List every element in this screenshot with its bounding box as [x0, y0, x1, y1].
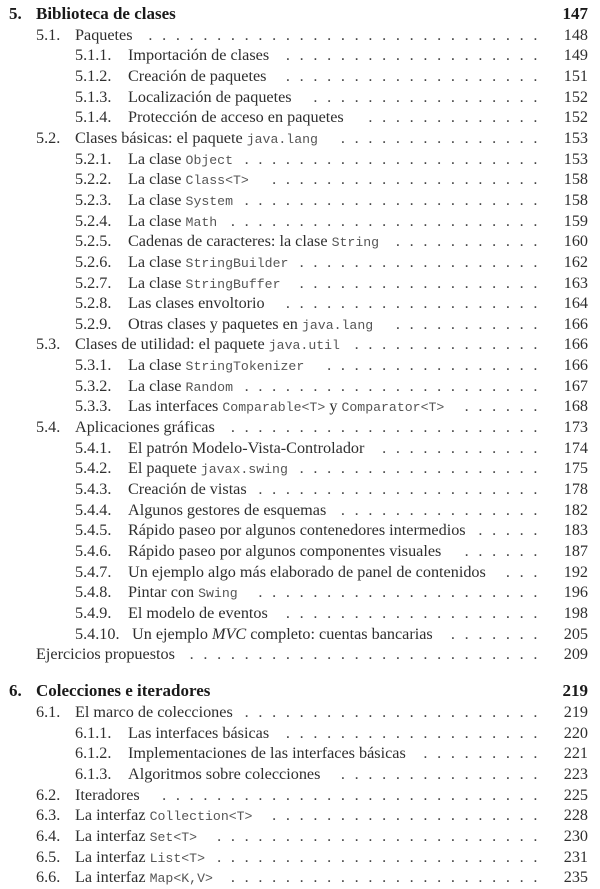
dot-leader: . . . . . . . . . . . . . . . . . . . . .	[258, 479, 538, 498]
toc-number: 5.3.3.	[75, 397, 112, 416]
toc-number: 5.1.	[36, 25, 61, 44]
toc-code-text: StringTokenizer	[185, 359, 305, 374]
toc-number: 5.4.	[36, 418, 61, 436]
toc-page-number: 151	[563, 66, 588, 85]
toc-code-text: StringBuilder	[185, 255, 289, 271]
toc-page-number: 225	[563, 785, 588, 804]
dot-leader: . . . . .	[478, 521, 538, 540]
toc-title	[128, 169, 249, 191]
dot-leader: . . . . . . . . . . . . . . . . . . .	[285, 46, 538, 65]
toc-subsection[interactable]	[0, 520, 600, 540]
toc-title	[128, 479, 247, 499]
dot-leader: . . . . . . . . . . . . . . . . . . . .	[272, 806, 538, 825]
toc-code-text: StringBuffer	[185, 276, 281, 292]
toc-subsection[interactable]	[0, 293, 600, 313]
toc-page-number: 192	[563, 562, 588, 581]
toc-title	[128, 355, 304, 377]
toc-subsection[interactable]	[0, 314, 600, 334]
toc-title-text: Algoritmos sobre colecciones	[128, 764, 321, 783]
dot-leader: . . . . . .	[464, 541, 538, 560]
toc-number: 5.	[9, 4, 22, 23]
toc-page-number: 219	[563, 702, 588, 721]
toc-title	[128, 603, 268, 623]
toc-code-text: Comparator<T>	[341, 400, 445, 416]
toc-title	[128, 541, 441, 561]
toc-subsection[interactable]	[0, 603, 600, 623]
toc-number: 5.1.2.	[75, 66, 112, 85]
toc-subsection[interactable]	[0, 107, 600, 127]
toc-page-number: 187	[563, 541, 588, 560]
toc-title-text: La clase	[128, 170, 186, 189]
toc-page-number: 163	[563, 273, 588, 292]
toc-title-text: La interfaz	[75, 847, 150, 866]
toc-code-text: java.util	[268, 338, 340, 354]
dot-leader: . . . . . . . . . . . . .	[368, 108, 538, 127]
toc-number: 5.4.8.	[75, 583, 112, 602]
dot-leader: . . . . . . . . . . . . . . .	[340, 764, 538, 783]
toc-section[interactable]	[0, 644, 600, 664]
toc-subsection[interactable]	[0, 376, 600, 396]
toc-number: 5.2.7.	[75, 273, 112, 292]
dot-leader: . . . . . . . . . . . . . . . . . . . . . .	[244, 376, 538, 395]
dot-leader: . . . . . . .	[450, 624, 538, 643]
toc-title-text: La clase	[128, 149, 186, 168]
toc-number: 5.1.4.	[75, 108, 112, 127]
toc-title	[128, 66, 266, 86]
dot-leader: . . . . . . . . .	[423, 744, 538, 763]
dot-leader: . . . . . . . . . . . . . . .	[340, 128, 538, 147]
toc-page-number: 166	[563, 356, 588, 374]
toc-number: 6.4.	[36, 826, 61, 845]
toc-page-number: 209	[563, 645, 588, 664]
toc-title-text: El paquete	[128, 459, 201, 478]
toc-page-number: 231	[563, 847, 588, 866]
toc-subsection[interactable]	[0, 541, 600, 561]
toc-page-number: 148	[563, 25, 588, 44]
toc-subsection[interactable]	[0, 458, 600, 478]
toc-title-text: La clase	[128, 211, 186, 230]
toc-number: 6.2.	[36, 785, 61, 804]
toc-title-text: La clase	[128, 356, 186, 374]
toc-title	[128, 438, 364, 458]
dot-leader: . . . . . . . . . . . . . . . . . . . . . . . .	[217, 847, 538, 866]
toc-page-number: 223	[563, 764, 588, 783]
toc-title	[128, 314, 373, 336]
toc-number: 5.2.2.	[75, 170, 112, 189]
toc-subsection[interactable]	[0, 87, 600, 107]
toc-title-text: La interfaz	[75, 868, 150, 887]
toc-section[interactable]	[0, 702, 600, 722]
toc-title-text: Importación de clases	[128, 46, 270, 65]
dot-leader: . . . . . . . . . . . . . . . . . . . . . . .	[230, 868, 538, 887]
toc-page-number: 149	[563, 46, 588, 65]
toc-title	[128, 723, 269, 743]
dot-leader: . . . . . . . . . . . . . . . . . . . . . .	[244, 149, 538, 168]
toc-title	[128, 562, 486, 582]
toc-title	[75, 785, 140, 805]
toc-section[interactable]	[0, 128, 600, 148]
toc-chapter[interactable]	[0, 4, 600, 24]
dot-leader: . . . . . . . . . . . . . . .	[340, 500, 538, 519]
toc-page-number: 158	[563, 190, 588, 209]
toc-title-text: Aplicaciones gráficas	[75, 418, 215, 436]
toc-number: 5.2.9.	[75, 314, 112, 333]
toc-title-text: Un ejemplo algo más elaborado de panel de contenidos	[128, 562, 486, 581]
toc-title	[75, 334, 340, 356]
toc-subsection[interactable]	[0, 273, 600, 293]
toc-code-text: java.lang	[301, 317, 374, 333]
toc-title-text: Ejercicios propuestos	[36, 645, 175, 664]
toc-number: 5.4.10.	[75, 624, 120, 643]
dot-leader: . . . . . . . . . . . . . .	[354, 335, 538, 354]
toc-title	[36, 681, 210, 701]
toc-page-number: 219	[562, 681, 588, 701]
toc-title	[75, 128, 318, 150]
dot-leader: . . . . . . . . . . . . . . . . . . .	[285, 294, 538, 313]
toc-subsection[interactable]	[0, 500, 600, 520]
toc-page-number: 152	[563, 87, 588, 106]
toc-number: 5.1.3.	[75, 87, 112, 106]
toc-page-number: 235	[563, 868, 588, 887]
toc-title	[128, 500, 326, 520]
toc-page-number: 228	[563, 806, 588, 825]
toc-page-number: 147	[562, 4, 588, 23]
toc-number: 6.1.2.	[75, 744, 112, 763]
toc-number: 5.1.1.	[75, 46, 112, 65]
dot-leader: . . . . . . . . . . . .	[382, 438, 538, 457]
toc-page-number: 175	[563, 459, 588, 478]
toc-title-text: La interfaz	[75, 806, 150, 825]
dot-leader: . . . . . . . . . . . . . . . . . .	[299, 459, 538, 478]
dot-leader: . . . . . . . . . . . . . . . . . .	[299, 273, 538, 292]
toc-title	[75, 702, 233, 722]
dot-leader: . . . . . . . . . . . . . . . . . . .	[285, 603, 538, 622]
toc-title	[128, 520, 466, 540]
toc-page-number: 168	[563, 397, 588, 416]
toc-title-text: Implementaciones de las interfaces básicas	[128, 744, 406, 763]
toc-number: 5.4.1.	[75, 438, 112, 457]
toc-title-text: Clases básicas: el paquete	[75, 128, 247, 147]
toc-title	[128, 45, 269, 65]
toc-subsection[interactable]	[0, 743, 600, 763]
toc-title	[128, 293, 265, 313]
dot-leader: . . . . . . . . . . . . . . . . . . . . . . . . . . . .	[162, 785, 538, 804]
toc-title-text: Paquetes	[75, 25, 133, 44]
toc-number: 5.4.7.	[75, 562, 112, 581]
toc-code-text: Collection<T>	[149, 809, 253, 825]
dot-leader: . . . . . . . . . . . . . . . . . . . . . . . . . . . . .	[148, 25, 538, 44]
toc-page-number: 160	[563, 232, 588, 251]
dot-leader: . . . . . . . . . . . . . . . . . . . .	[272, 170, 538, 189]
toc-title-text: La clase	[128, 252, 186, 271]
toc-code-text: Comparable<T>	[222, 400, 326, 416]
toc-title	[75, 847, 205, 869]
toc-number: 5.4.5.	[75, 521, 112, 540]
toc-page-number: 152	[563, 108, 588, 127]
toc-chapter[interactable]	[0, 681, 600, 701]
toc-page-number: 167	[563, 376, 588, 395]
toc-number: 6.6.	[36, 868, 61, 887]
toc-page-number: 221	[563, 744, 588, 763]
toc-title-text: Protección de acceso en paquetes	[128, 108, 344, 127]
toc-code-text: String	[331, 235, 380, 251]
toc-subsection[interactable]	[0, 723, 600, 743]
toc-number: 5.2.3.	[75, 190, 112, 209]
toc-title-text: Las clases envoltorio	[128, 294, 265, 313]
toc-title-text: La interfaz	[75, 826, 150, 845]
toc-title	[128, 107, 344, 127]
toc-page-number: 159	[563, 211, 588, 230]
toc-title	[128, 582, 238, 604]
toc-code-text: System	[185, 193, 234, 209]
toc-title-text: Creación de vistas	[128, 479, 247, 498]
toc-title	[75, 805, 252, 827]
toc-code-text: List<T>	[149, 850, 205, 866]
toc-page-number: 153	[563, 149, 588, 168]
dot-leader: . . . . . . . . . . . . . . . . . . . . . . .	[230, 211, 538, 230]
toc-title	[128, 190, 233, 212]
toc-title-text: Iteradores	[75, 785, 140, 804]
toc-title	[128, 231, 379, 253]
dot-leader: . . . . . . . . . . . . . . . . . . . . .	[258, 583, 538, 602]
toc-title	[75, 417, 215, 437]
toc-number: 5.2.	[36, 128, 61, 147]
toc-title-text: Rápido paseo por algunos contenedores intermedios	[128, 521, 466, 540]
toc-title-text: El patrón Modelo-Vista-Controlador	[128, 438, 365, 457]
toc-number: 5.2.4.	[75, 211, 112, 230]
dot-leader: . . . . . . . . . . .	[395, 314, 538, 333]
dot-leader: . . . . . . . . . . . . . . . . . . . . . .	[244, 702, 538, 721]
dot-leader: . . . . . . . . . . . . . . . . . . . . . . . .	[217, 826, 538, 845]
toc-number: 6.1.3.	[75, 764, 112, 783]
toc-title	[128, 376, 233, 398]
dot-leader: . . .	[505, 562, 538, 581]
toc-number: 6.1.1.	[75, 723, 112, 742]
toc-title	[128, 252, 288, 274]
toc-subsection[interactable]	[0, 438, 600, 458]
toc-page-number: 230	[563, 826, 588, 845]
toc-subsection[interactable]	[0, 190, 600, 210]
dot-leader: . . . . . . . . . . . . . . . . . . . . . . . . . .	[189, 645, 538, 664]
toc-page-number: 153	[563, 128, 588, 147]
toc-title-text: La clase	[128, 376, 186, 395]
toc-title-text: Algunos gestores de esquemas	[128, 500, 327, 519]
toc-section[interactable]	[0, 847, 600, 867]
toc-section[interactable]	[0, 826, 600, 846]
toc-number: 6.5.	[36, 847, 61, 866]
toc-title	[36, 4, 176, 24]
toc-page-number: 166	[563, 335, 588, 354]
toc-title	[128, 273, 281, 295]
toc-number: 6.1.	[36, 702, 61, 721]
toc-subsection[interactable]	[0, 231, 600, 251]
toc-subsection[interactable]	[0, 479, 600, 499]
toc-subsection[interactable]	[0, 764, 600, 784]
toc-code-text: Object	[185, 152, 234, 168]
toc-subsection[interactable]	[0, 45, 600, 65]
toc-subsection[interactable]	[0, 562, 600, 582]
dot-leader: . . . . . . . . . . . . . . . .	[327, 356, 538, 374]
toc-title-text: Clases de utilidad: el paquete	[75, 335, 269, 354]
dot-leader: . . . . . . . . . . .	[395, 232, 538, 251]
toc-code-text: Map<K,V>	[149, 871, 213, 887]
toc-section[interactable]	[0, 805, 600, 825]
toc-title-text: La clase	[128, 190, 186, 209]
toc-subsection[interactable]	[0, 252, 600, 272]
dot-leader: . . . . . . . . . . . . . . . . . . .	[285, 723, 538, 742]
toc-title-text: La clase	[128, 273, 186, 292]
toc-number: 5.3.2.	[75, 376, 112, 395]
toc-title	[132, 624, 433, 644]
toc-title	[128, 458, 288, 480]
toc-title-text: Creación de paquetes	[128, 66, 267, 85]
dot-leader: . . . . . . . . . . . . . . . . . . . . . .	[244, 190, 538, 209]
toc-title-text: Cadenas de caracteres: la clase	[128, 232, 332, 251]
toc-title-text: completo: cuentas bancarias	[246, 624, 433, 643]
toc-title-text: y	[325, 397, 342, 416]
toc-number: 6.	[9, 681, 22, 701]
toc-title-text: Pintar con	[128, 583, 199, 602]
toc-section[interactable]	[0, 785, 600, 805]
toc-page-number: 205	[563, 624, 588, 643]
toc-title	[75, 826, 197, 848]
toc-title-text: Las interfaces	[128, 397, 223, 416]
toc-code-text: Class<T>	[185, 173, 249, 189]
toc-title	[36, 644, 175, 664]
toc-code-text: Math	[185, 214, 218, 230]
dot-leader: . . . . . . . . . . . . . . . . . . .	[285, 66, 538, 85]
toc-subsection[interactable]	[0, 169, 600, 189]
toc-page-number: 162	[563, 252, 588, 271]
toc-section[interactable]	[0, 25, 600, 45]
toc-title	[128, 149, 233, 171]
toc-title-text: Colecciones e iteradores	[36, 681, 211, 701]
toc-page-number: 196	[563, 583, 588, 602]
dot-leader: . . . . . . . . . . . . . . . . .	[313, 87, 538, 106]
toc-number: 5.4.4.	[75, 500, 112, 519]
toc-page-number: 182	[563, 500, 588, 519]
toc-number: 5.4.9.	[75, 603, 112, 622]
toc-code-text: Set<T>	[149, 829, 198, 845]
toc-subsection[interactable]	[0, 149, 600, 169]
toc-emphasis-text: MVC	[212, 624, 247, 643]
toc-section[interactable]	[0, 334, 600, 354]
toc-title	[75, 867, 213, 889]
toc-number: 5.3.1.	[75, 356, 112, 374]
dot-leader: . . . . . .	[464, 397, 538, 416]
toc-title	[128, 87, 292, 107]
toc-title	[128, 396, 444, 418]
toc-number: 5.4.3.	[75, 479, 112, 498]
toc-title-text: Biblioteca de clases	[36, 4, 176, 23]
toc-page-number: 164	[563, 294, 588, 313]
toc-page-number: 166	[563, 314, 588, 333]
toc-title-text: Otras clases y paquetes en	[128, 314, 302, 333]
toc-page-number: 178	[563, 479, 588, 498]
toc-title-text: Un ejemplo	[132, 624, 213, 643]
toc-number: 5.2.1.	[75, 149, 112, 168]
toc-section[interactable]	[0, 867, 600, 887]
toc-subsection[interactable]	[0, 66, 600, 86]
toc-number: 5.2.8.	[75, 294, 112, 313]
toc-title-text: Localización de paquetes	[128, 87, 292, 106]
toc-title-text: Rápido paseo por algunos componentes visuales	[128, 541, 442, 560]
toc-page-number: 174	[563, 438, 588, 457]
toc-subsection[interactable]	[0, 582, 600, 602]
toc-code-text: Swing	[198, 586, 238, 602]
toc-title-text: Las interfaces básicas	[128, 723, 270, 742]
toc-title	[128, 743, 406, 763]
toc-page-number: 183	[563, 521, 588, 540]
toc-code-text: java.lang	[246, 131, 318, 147]
toc-page-number: 198	[563, 603, 588, 622]
toc-number: 5.2.5.	[75, 232, 112, 251]
toc-code-text: Random	[185, 379, 234, 395]
toc-title	[75, 25, 133, 45]
toc-title	[128, 211, 217, 233]
toc-subsection[interactable]	[0, 355, 600, 375]
toc-page-number: 158	[563, 170, 588, 189]
toc-section[interactable]	[0, 417, 600, 437]
toc-subsection[interactable]	[0, 211, 600, 231]
toc-number: 5.3.	[36, 335, 61, 354]
toc-number: 6.3.	[36, 806, 61, 825]
toc-title-text: El modelo de eventos	[128, 603, 268, 622]
toc-page-number: 173	[563, 418, 588, 436]
toc-subsection[interactable]	[0, 396, 600, 416]
dot-leader: . . . . . . . . . . . . . . . . . .	[299, 252, 538, 271]
toc-number: 5.2.6.	[75, 252, 112, 271]
toc-page-number: 220	[563, 723, 588, 742]
toc-number: 5.4.2.	[75, 459, 112, 478]
toc-title	[128, 764, 320, 784]
dot-leader: . . . . . . . . . . . . . . . . . . . . . . .	[230, 418, 538, 436]
toc-code-text: javax.swing	[200, 462, 288, 478]
toc-title-text: El marco de colecciones	[75, 702, 233, 721]
toc-subsection[interactable]	[0, 624, 600, 644]
toc-number: 5.4.6.	[75, 541, 112, 560]
